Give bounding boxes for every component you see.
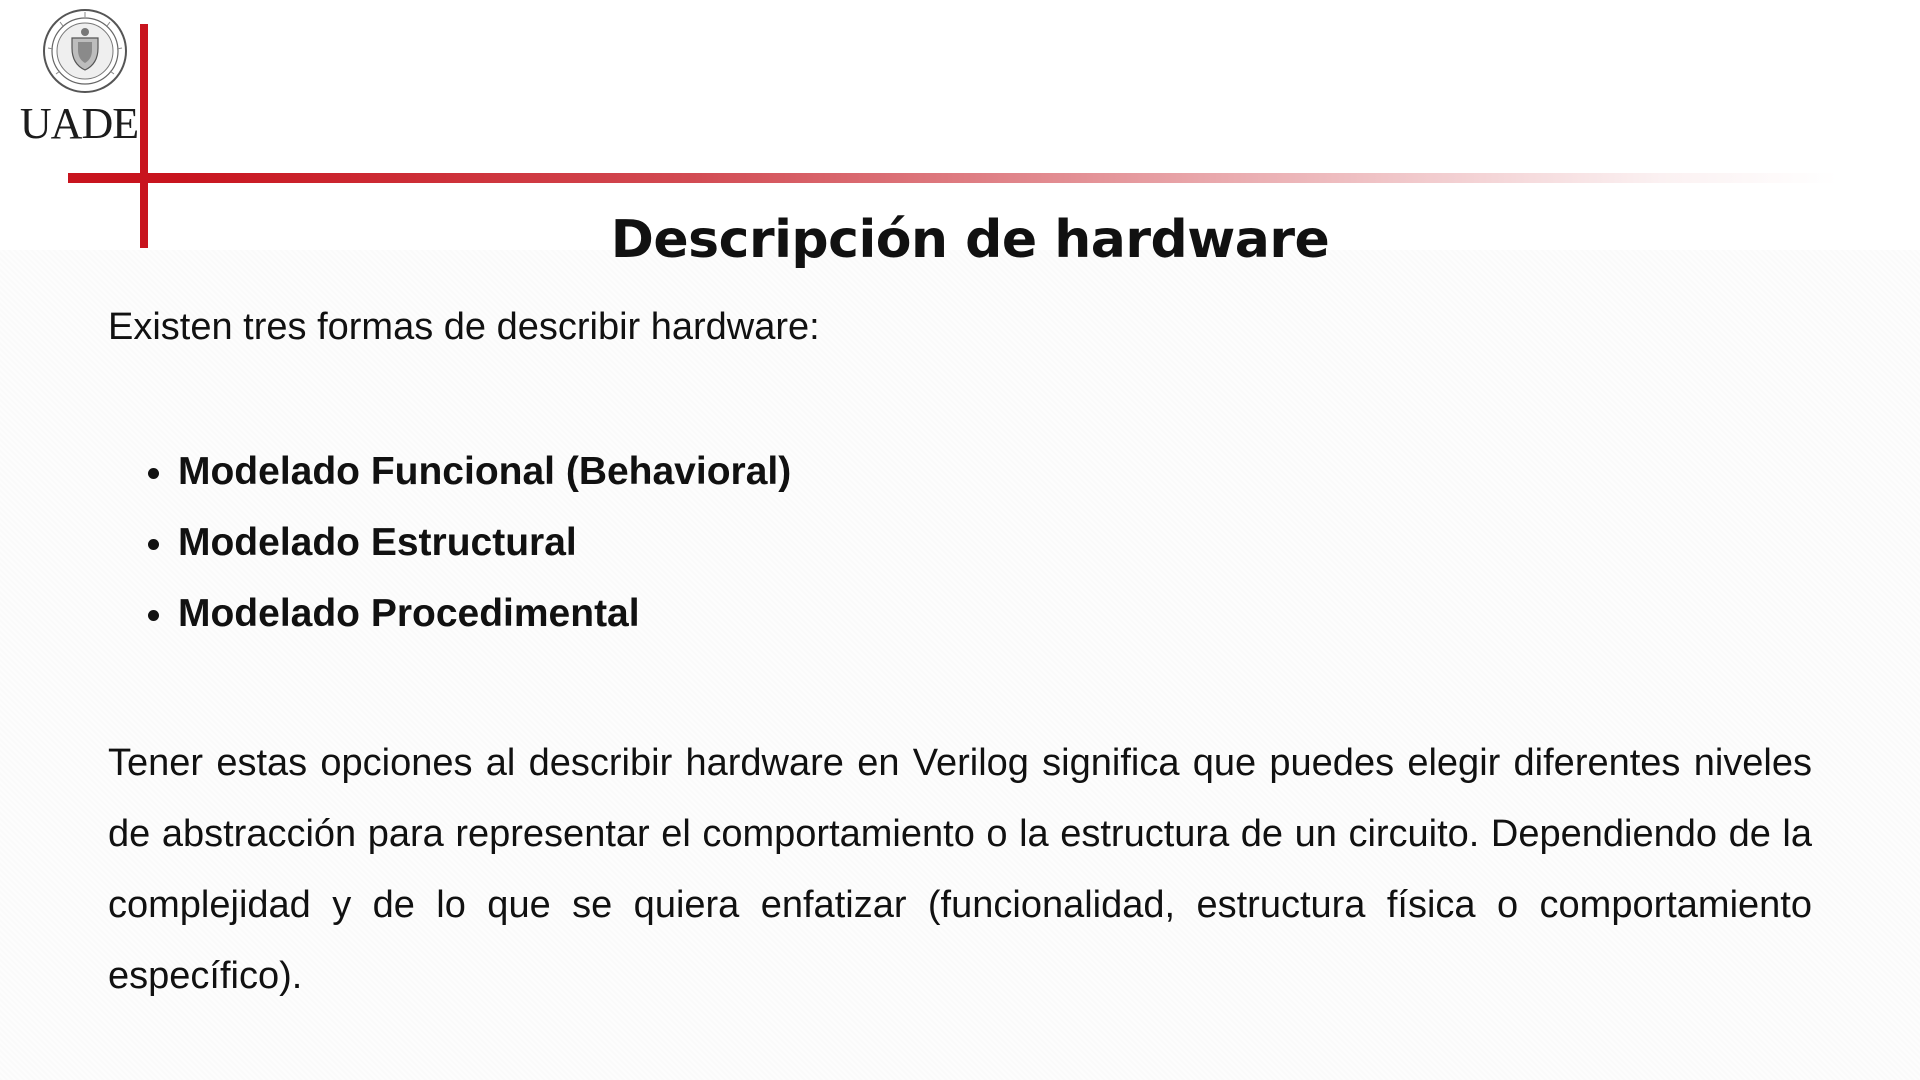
university-seal-icon: [42, 8, 128, 94]
bullet-label: Modelado Estructural: [178, 521, 577, 564]
logo-text: UADE: [19, 99, 139, 148]
bullet-dot-icon: [148, 610, 159, 621]
bullet-item: [144, 586, 791, 657]
bullet-dot-icon: [148, 468, 159, 479]
slide-title: Descripción de hardware: [610, 210, 1330, 270]
uade-logo: [14, 8, 139, 148]
bullet-item: [144, 515, 791, 586]
bullet-label: Modelado Procedimental: [178, 592, 640, 635]
intro-text: Existen tres formas de describir hardware:: [108, 306, 820, 348]
horizontal-accent-line: [68, 173, 1838, 183]
bullet-label: Modelado Funcional (Behavioral): [178, 450, 792, 493]
bullet-list: [144, 444, 791, 657]
bullet-item: [144, 444, 791, 515]
bullet-dot-icon: [148, 539, 159, 550]
body-paragraph: Tener estas opciones al describir hardware en Verilog significa que puedes elegir diferentes niveles de abstracción para representar el comportamiento o la estructura de un circuito. Dependiendo de la complejidad y de lo que se quiera enfatizar (funcionalidad, estructura física o comportamiento específico).: [108, 742, 1812, 997]
